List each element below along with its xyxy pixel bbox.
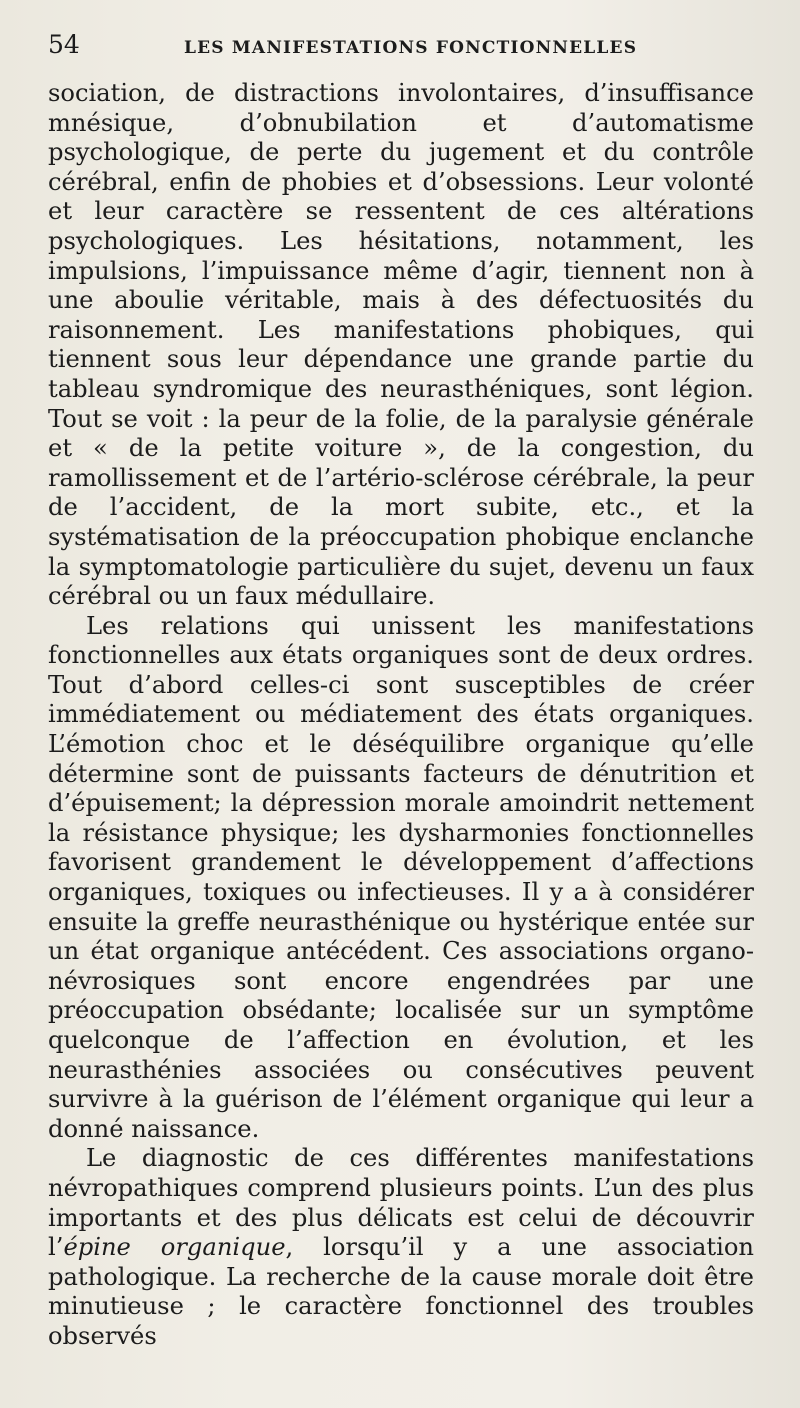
emphasis-epine-organique: épine organique: [63, 1233, 286, 1262]
paragraph-3: [48, 1144, 754, 1351]
paragraph-1: sociation, de distractions involontaires, d’insuffisance mnésique, d’obnubilation et d’automatisme psychologique, de perte du jugement et du contrôle cérébral, enfin de phobies et d’obsessions. Leur volonté et leur caractère se ressentent de ces altérations psychologiques. Les hésitations, notamment, les impulsions, l’impuissance même d’agir, tiennent non à une aboulie véritable, mais à des défectuosités du raisonnement. Les manifestations phobiques, qui tiennent sous leur dépendance une grande partie du tableau syndromique des neurasthéniques, sont légion. Tout se voit : la peur de la folie, de la paralysie générale et « de la petite voiture », de la congestion, du ramollissement et de l’artério-sclérose cérébrale, la peur de l’accident, de la mort subite, etc., et la systématisation de la préoccupation phobique enclanche la symptomatologie particulière du sujet, devenu un faux cérébral ou un faux médullaire.: [48, 79, 754, 611]
running-title: LES MANIFESTATIONS FONCTIONNELLES: [184, 38, 638, 58]
running-head: [48, 30, 754, 70]
paragraph-3-text-before: Le diagnostic de ces différentes manifestations névropathiques comprend plusieurs points. L’un des plus importants et des plus délicats est celui de découvrir l’: [48, 1144, 754, 1262]
paragraph-2: Les relations qui unissent les manifestations fonctionnelles aux états organiques sont de deux ordres. Tout d’abord celles-ci sont susceptibles de créer immédiatement ou médiatement des états organiques. L’émotion choc et le déséquilibre organique qu’elle détermine sont de puissants facteurs de dénutrition et d’épuisement; la dépression morale amoindrit nettement la résistance physique; les dysharmonies fonctionnelles favorisent grandement le développement d’affections organiques, toxiques ou infectieuses. Il y a à considérer ensuite la greffe neurasthénique ou hystérique entée sur un état organique antécédent. Ces associations organo-névrosiques sont encore engendrées par une préoccupation obsédante; localisée sur un symptôme quelconque de l’affection en évolution, et les neurasthénies associées ou consécutives peuvent survivre à la guérison de l’élément organique qui leur a donné naissance.: [48, 611, 754, 1143]
paragraph-3-text-after: , lorsqu’il y a une association pathologique. La recherche de la cause morale doit être minutieuse ; le caractère fonctionnel des troubles observés: [48, 1233, 754, 1350]
body-text: [48, 79, 754, 1352]
page-number: 54: [48, 30, 80, 59]
